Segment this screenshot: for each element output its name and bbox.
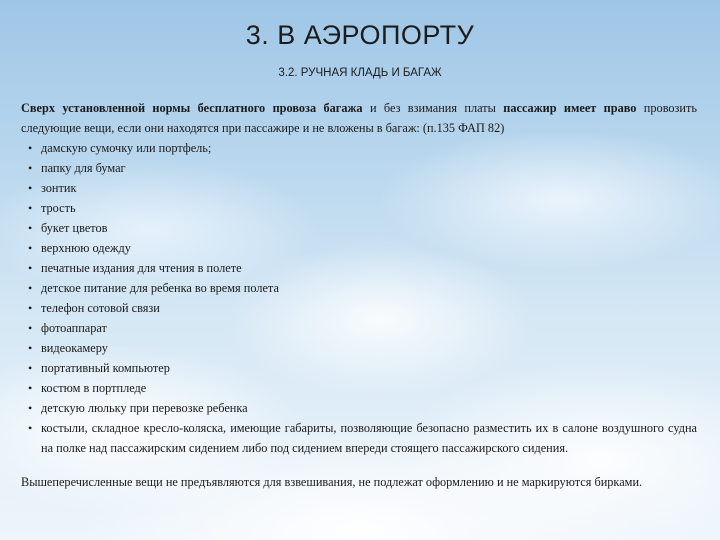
list-item-text: трость [41, 201, 76, 215]
intro-bold-text-2: пассажир имеет право [503, 101, 637, 115]
slide-subtitle: 3.2. РУЧНАЯ КЛАДЬ И БАГАЖ [278, 67, 442, 79]
intro-bold-text: Сверх установленной нормы бесплатного провоза багажа [21, 101, 363, 115]
bullet-icon: • [28, 341, 33, 355]
list-item [21, 178, 697, 198]
intro-text-2: провозить следующие вещи, если они находятся при пассажире и не вложены в багаж: (п.135 ФАП 82) [21, 101, 697, 135]
list-item-text: папку для бумаг [41, 161, 126, 175]
list-item-text: зонтик [41, 181, 77, 195]
bullet-icon: • [28, 221, 33, 235]
list-item-text: фотоаппарат [41, 321, 107, 335]
outro-paragraph: Вышеперечисленные вещи не предъявляются для взвешивания, не подлежат оформлению и не маркируются бирками. [21, 475, 643, 489]
list-item [21, 198, 697, 218]
list-item-text: детскую люльку при перевозке ребенка [41, 401, 248, 415]
bullet-icon: • [28, 161, 33, 175]
list-item [21, 318, 697, 338]
list-item [21, 338, 697, 358]
slide-title: 3. В АЭРОПОРТУ [245, 20, 475, 50]
list-item-text: букет цветов [41, 221, 108, 235]
slide-body [21, 98, 697, 492]
bullet-icon: • [28, 301, 33, 315]
list-item-text: костюм в портпледе [41, 381, 147, 395]
intro-text-1: и без взимания платы [362, 101, 504, 115]
bullet-icon: • [28, 261, 33, 275]
intro-paragraph [21, 98, 697, 138]
list-item-text: детское питание для ребенка во время полета [41, 281, 279, 295]
list-item-text: костыли, складное кресло-коляска, имеющие габариты, позволяющие безопасно разместить их в салоне воздушного судна на полке над пассажирским сидением либо под сидением впереди стоящего пассажирского сидения. [41, 421, 697, 455]
list-item-text: телефон сотовой связи [41, 301, 160, 315]
list-item-text: печатные издания для чтения в полете [41, 261, 242, 275]
bullet-icon: • [28, 141, 33, 155]
bullet-icon: • [28, 361, 33, 375]
bullet-icon: • [28, 401, 33, 415]
bullet-icon: • [28, 241, 33, 255]
allowed-items-list [21, 138, 697, 458]
bullet-icon: • [28, 321, 33, 335]
list-item [21, 418, 697, 458]
list-item-text: портативный компьютер [41, 361, 170, 375]
bullet-icon: • [28, 281, 33, 295]
list-item [21, 258, 697, 278]
bullet-icon: • [28, 381, 33, 395]
bullet-icon: • [28, 201, 33, 215]
list-item [21, 378, 697, 398]
bullet-icon: • [28, 181, 33, 195]
list-item-text: верхнюю одежду [41, 241, 131, 255]
list-item [21, 238, 697, 258]
list-item [21, 218, 697, 238]
list-item-text: дамскую сумочку или портфель; [41, 141, 212, 155]
list-item [21, 278, 697, 298]
list-item [21, 358, 697, 378]
bullet-icon: • [28, 421, 33, 435]
list-item-text: видеокамеру [41, 341, 108, 355]
list-item [21, 398, 697, 418]
list-item [21, 158, 697, 178]
list-item [21, 138, 697, 158]
list-item [21, 298, 697, 318]
